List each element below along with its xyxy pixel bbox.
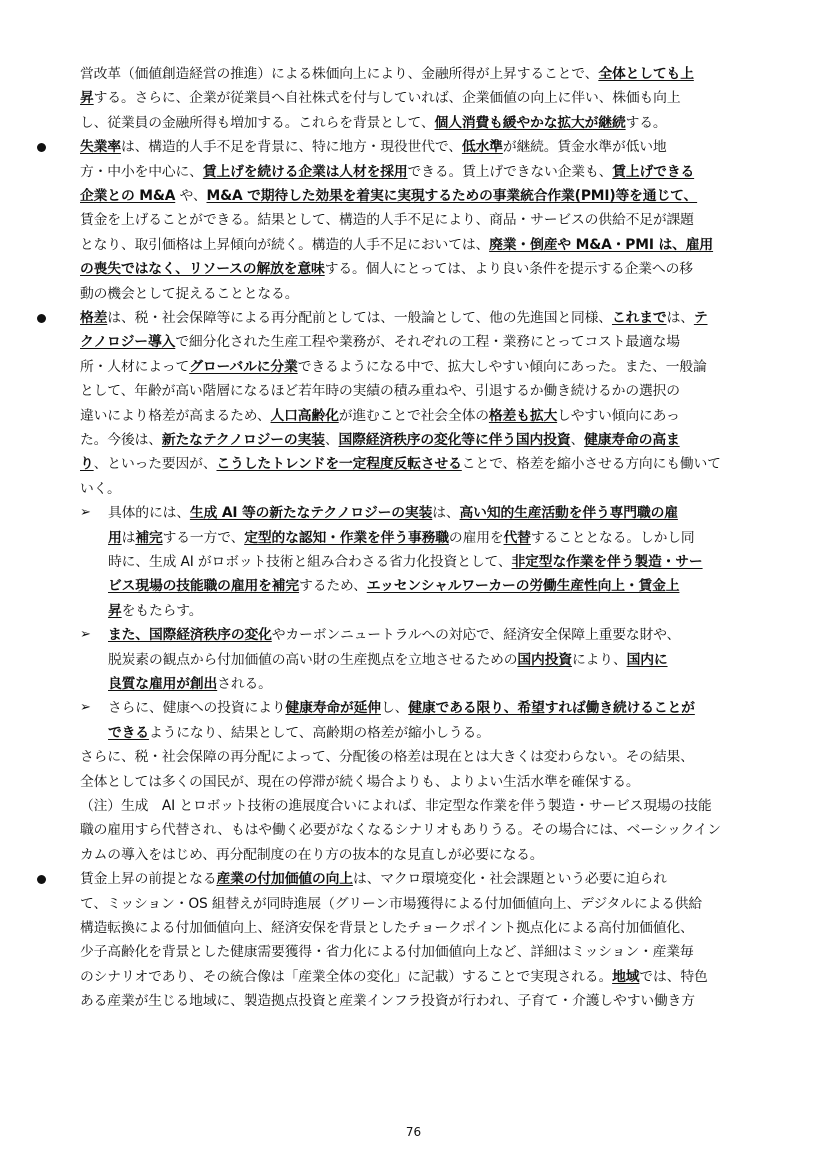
emphasis-text: 企業との M&A	[80, 188, 176, 204]
emphasis-text: クノロジー導入	[80, 334, 176, 351]
text-line	[80, 892, 702, 916]
text-line	[108, 574, 679, 598]
text-span: さらに、健康への投資により	[108, 700, 286, 717]
emphasis-text: 非定型な作業を伴う製造・サー	[511, 554, 703, 570]
text-line	[80, 257, 693, 281]
text-span: するため、	[299, 578, 367, 595]
text-span: として、年齢が高い階層になるほど若年時の実績の積み重ねや、引退するか働き続けるかの選択の	[80, 383, 680, 400]
emphasis-text: 産業の付加価値の向上	[216, 871, 353, 888]
text-line	[80, 184, 697, 208]
text-span: しやすい傾向にあっ	[557, 407, 680, 424]
emphasis-text: 国内に	[626, 651, 668, 668]
text-span: することとなる。しかし同	[530, 529, 695, 546]
text-line	[80, 940, 694, 964]
text-span: 賃金上昇の前提となる	[80, 871, 217, 888]
text-line	[80, 745, 694, 769]
text-line	[80, 989, 695, 1013]
text-line	[80, 111, 667, 135]
text-span: で細分化された生産工程や業務が、それぞれの工程・業務にとってコスト最適な場	[175, 334, 680, 351]
emphasis-text: グローバルに分業	[189, 358, 298, 375]
text-span: は、	[666, 310, 694, 326]
text-span: 賃金を上げることができる。結果として、構造的人手不足により、商品・サービスの供給不足が課題	[80, 212, 694, 229]
text-span: は、税・社会保障等による再分配前としては、一般論として、他の先進国と同様、	[107, 310, 612, 326]
emphasis-span	[80, 261, 325, 277]
text-span: 、といった要因が、	[93, 456, 217, 473]
emphasis-text: 用	[108, 529, 122, 546]
text-span: される。	[217, 676, 272, 692]
emphasis-span	[108, 627, 272, 643]
text-span: は、マクロ環境変化・社会課題という必要に迫られ	[352, 871, 667, 888]
emphasis-text: 廃業・倒産や M&A・PMI は、雇用	[489, 236, 714, 253]
bullet-icon	[37, 314, 46, 323]
emphasis-span	[189, 359, 298, 375]
emphasis-text: M&A で期待した効果を着実に実現するための事業統合作業(PMI)等を通じて、	[206, 188, 698, 204]
text-line	[108, 648, 668, 672]
emphasis-text: ビス現場の技能職の雇用を補完	[108, 578, 300, 595]
text-line	[80, 916, 694, 940]
emphasis-span	[504, 530, 531, 546]
emphasis-span	[612, 969, 639, 985]
text-span: は、	[432, 505, 460, 522]
text-span: 職の雇用すら代替され、もはや働く必要がなくなるシナリオもありうる。その場合には、ベーシックイン	[80, 822, 721, 839]
text-line	[108, 623, 680, 647]
text-span: た。今後は、	[80, 432, 162, 448]
text-span: 全体としては多くの国民が、現在の停滞が続く場合よりも、よりよい生活水準を確保する。	[80, 773, 640, 790]
emphasis-span	[435, 115, 626, 131]
text-span: 違いにより格差が高まるため、	[80, 407, 271, 424]
text-line	[80, 818, 721, 842]
text-line	[108, 672, 272, 696]
text-span: できる。賃上げできない企業も、	[407, 163, 613, 180]
text-span: さらに、税・社会保障の再分配によって、分配後の格差は現在とは大きくは変わらない。その結果、	[80, 749, 694, 766]
text-span: により、	[572, 651, 627, 668]
text-line	[80, 282, 298, 306]
text-span: ことで、格差を縮小させる方向にも働いて	[461, 456, 721, 473]
text-span: 、	[570, 432, 585, 448]
emphasis-span	[80, 456, 94, 472]
emphasis-text: 賃上げできる	[612, 163, 695, 180]
emphasis-text: 新たなテクノロジーの実装	[161, 432, 325, 448]
emphasis-span	[80, 139, 121, 155]
emphasis-text: 健康寿命が延伸	[285, 700, 381, 717]
emphasis-text: 失業率	[80, 139, 121, 156]
emphasis-text: 格差も拡大	[488, 407, 558, 424]
emphasis-text: 賃上げを続ける企業は人材を採用	[202, 163, 408, 180]
emphasis-text: 格差	[80, 310, 108, 326]
emphasis-span	[203, 164, 408, 180]
text-span: のシナリオであり、その統合像は「産業全体の変化」に記載）することで実現される。	[80, 968, 613, 985]
text-span: カムの導入をはじめ、再分配制度の在り方の抜本的な見直しが必要になる。	[80, 846, 544, 863]
text-line	[80, 404, 680, 428]
text-span: 動の機会として捉えることとなる。	[80, 285, 299, 302]
text-line	[80, 160, 694, 184]
text-span: では、特色	[639, 968, 708, 985]
emphasis-span	[108, 676, 217, 692]
text-span: 営改革（価値創造経営の推進）による株価向上により、金融所得が上昇することで、	[80, 66, 599, 82]
text-span: いく。	[80, 480, 121, 497]
emphasis-span	[612, 164, 694, 180]
text-span: は	[121, 529, 136, 546]
emphasis-span	[80, 310, 107, 326]
emphasis-span	[408, 700, 695, 716]
text-span: やカーボンニュートラルへの対応で、経済安全保障上重要な財や、	[271, 627, 681, 644]
text-span: 具体的には、	[108, 505, 190, 522]
text-line	[80, 867, 667, 891]
text-line	[80, 355, 707, 379]
emphasis-text: 健康である限り、希望すれば働き続けることが	[408, 700, 695, 717]
text-span: 方・中小を中心に、	[80, 163, 203, 180]
text-line	[108, 721, 490, 745]
emphasis-text: 良質な雇用が創出	[108, 676, 218, 692]
arrow-bullet-icon: ➢	[80, 627, 91, 643]
emphasis-span	[216, 456, 461, 472]
text-line	[80, 843, 543, 867]
emphasis-span	[135, 530, 162, 546]
text-span: の雇用を	[448, 529, 504, 546]
emphasis-span	[489, 408, 557, 424]
text-line	[80, 452, 721, 476]
bullet-icon	[37, 143, 46, 152]
emphasis-text: また、国際経済秩序の変化	[108, 627, 272, 644]
emphasis-span	[190, 505, 432, 521]
emphasis-span	[108, 725, 149, 741]
text-span: 構造転換による付加価値向上、経済安保を背景としたチョークポイント拠点化による高付加価値化、	[80, 920, 694, 936]
bullet-icon	[37, 875, 46, 884]
page-number: 76	[405, 1125, 422, 1139]
emphasis-text: 全体としても上	[598, 66, 694, 82]
text-span: 所・人材によって	[80, 358, 190, 375]
text-span: や、	[175, 188, 207, 204]
emphasis-span	[517, 652, 572, 668]
emphasis-span	[584, 432, 680, 448]
text-line	[80, 135, 667, 159]
emphasis-span	[598, 66, 694, 82]
text-span: する。個人にとっては、より良い条件を提示する企業への移	[324, 261, 693, 278]
emphasis-text: 代替	[503, 529, 531, 546]
text-span: し、従業員の金融所得も増加する。これらを背景として、	[80, 114, 435, 131]
emphasis-text: 低水準	[461, 139, 503, 156]
text-span: できるようになる中で、拡大しやすい傾向にあった。また、一般論	[297, 358, 707, 375]
text-line	[80, 428, 680, 452]
text-line	[80, 379, 680, 403]
emphasis-text: 高い知的生産活動を伴う専門職の雇	[459, 505, 678, 522]
emphasis-span	[108, 603, 122, 619]
text-span: は、構造的人手不足を背景に、特に地方・現役世代で、	[120, 139, 462, 156]
arrow-bullet-icon: ➢	[80, 700, 91, 716]
text-span: ようになり、結果として、高齢期の格差が縮小しうる。	[148, 724, 490, 741]
emphasis-text: 個人消費も緩やかな拡大が継続	[434, 114, 626, 131]
emphasis-text: 国際経済秩序の変化等に伴う国内投資	[338, 432, 571, 448]
text-line	[80, 330, 680, 354]
text-span: 少子高齢化を背景とした健康需要獲得・省力化による付加価値向上など、詳細はミッション・産業毎	[80, 944, 694, 961]
arrow-bullet-icon: ➢	[80, 505, 91, 521]
text-line	[108, 599, 202, 623]
emphasis-text: 昇	[80, 90, 94, 107]
text-span: をもたらす。	[121, 602, 203, 619]
emphasis-text: 補完	[135, 529, 163, 546]
text-line	[80, 477, 121, 501]
emphasis-span	[162, 432, 325, 448]
emphasis-span	[338, 432, 570, 448]
text-span: 、	[324, 432, 339, 448]
emphasis-span	[489, 237, 713, 253]
text-span: する一方で、	[162, 529, 245, 546]
emphasis-span	[271, 408, 339, 424]
emphasis-text: エッセンシャルワーカーの労働生産性向上・賃金上	[366, 578, 680, 595]
text-span: が進むことで社会全体の	[338, 407, 489, 424]
text-line	[108, 550, 703, 574]
emphasis-text: の喪失ではなく、リソースの解放を意味	[80, 261, 325, 278]
text-span: する。さらに、企業が従業員へ自社株式を付与していれば、企業価値の向上に伴い、株価も向上	[93, 90, 681, 107]
text-span: ある産業が生じる地域に、製造拠点投資と産業インフラ投資が行われ、子育て・介護しやすい働き方	[80, 993, 695, 1010]
emphasis-text: テ	[693, 310, 708, 326]
emphasis-text: 定型的な認知・作業を伴う事務職	[244, 529, 449, 546]
emphasis-span	[207, 188, 698, 204]
emphasis-text: 健康寿命の高ま	[584, 432, 680, 448]
text-span: し、	[380, 700, 409, 717]
emphasis-span	[462, 139, 503, 155]
emphasis-text: できる	[108, 724, 149, 741]
text-line	[108, 696, 695, 720]
emphasis-span	[512, 554, 703, 570]
text-span: する。	[625, 114, 667, 131]
emphasis-text: これまで	[611, 310, 667, 326]
text-span: となり、取引価格は上昇傾向が続く。構造的人手不足においては、	[80, 236, 490, 253]
text-span: て、ミッション・OS 組替えが同時進展（グリーン市場獲得による付加価値向上、デジタルによる供給	[80, 895, 703, 912]
text-span: 脱炭素の観点から付加価値の高い財の生産拠点を立地させるための	[108, 651, 518, 668]
emphasis-text: 人口高齢化	[270, 407, 339, 424]
text-line	[80, 86, 680, 110]
text-line	[108, 501, 678, 525]
text-line	[80, 306, 708, 330]
text-span: （注）生成 AI とロボット技術の進展度合いによれば、非定型な作業を伴う製造・サービス現場の技能	[80, 798, 712, 814]
emphasis-span	[108, 578, 299, 594]
emphasis-text: こうしたトレンドを一定程度反転させる	[216, 456, 462, 473]
emphasis-span	[244, 530, 449, 546]
text-line	[80, 62, 694, 86]
text-span: 時に、生成 AI がロボット技術と組み合わさる省力化投資として、	[108, 554, 512, 570]
emphasis-span	[367, 578, 680, 594]
emphasis-span	[216, 871, 352, 887]
emphasis-span	[285, 700, 381, 716]
text-span: が継続。賃金水準が低い地	[502, 139, 667, 156]
text-line	[80, 794, 712, 818]
text-line	[80, 770, 640, 794]
emphasis-span	[627, 652, 668, 668]
emphasis-text: 昇	[108, 602, 122, 619]
emphasis-text: り	[80, 456, 94, 473]
emphasis-span	[612, 310, 667, 326]
emphasis-text: 地域	[612, 968, 640, 985]
text-line	[80, 965, 708, 989]
emphasis-span	[460, 505, 678, 521]
text-line	[108, 526, 695, 550]
emphasis-span	[80, 90, 94, 106]
emphasis-span	[108, 530, 122, 546]
text-line	[80, 233, 713, 257]
text-line	[80, 208, 694, 232]
emphasis-span	[80, 334, 175, 350]
emphasis-span	[694, 310, 708, 326]
emphasis-span	[80, 188, 175, 204]
emphasis-text: 国内投資	[517, 651, 572, 668]
emphasis-text: 生成 AI 等の新たなテクノロジーの実装	[189, 505, 433, 522]
